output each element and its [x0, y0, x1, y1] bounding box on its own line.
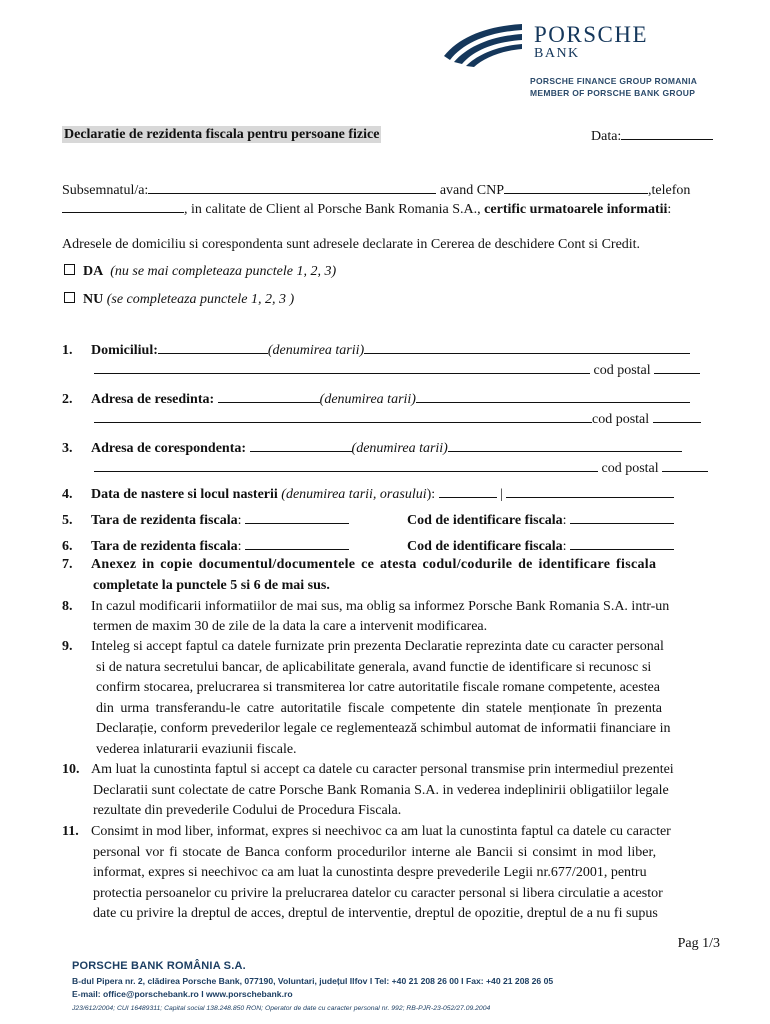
birth-date-blank[interactable] [439, 484, 497, 498]
name-blank[interactable] [148, 180, 436, 194]
item-10: 10. Am luat la cunostinta faptul si accept ca datele cu caracter personal transmise prin intermediul prezentei [62, 762, 674, 777]
item-11-line-2: personal vor fi stocate de Banca conform procedurilor interne ale Bancii si consimt in mod liber, [93, 845, 657, 860]
item-8: 8. In cazul modificarii informatiilor de mai sus, ma oblig sa informez Porsche Bank Romania S.A. intr-un [62, 599, 670, 614]
item-8-line-2: termen de maxim 30 de zile de la data la care a intervenit modificarea. [93, 619, 488, 634]
nu-checkbox[interactable] [64, 292, 75, 303]
item-5: 5. Tara de rezidenta fiscala: [62, 510, 349, 530]
addresses-note: Adresele de domiciliu si corespondenta sunt adresele declarate in Cererea de deschidere Cont si Credit. [62, 237, 641, 252]
tax-code-blank-1[interactable] [570, 510, 674, 524]
date-field[interactable] [591, 126, 713, 145]
brand-name: PORSCHE [534, 22, 649, 47]
birth-label: Data de nastere si locul nasterii [91, 487, 278, 502]
item-9-line-6: vederea inlaturarii evaziunii fiscale. [96, 742, 297, 757]
da-checkbox[interactable] [64, 264, 75, 275]
document-title: Declaratie de rezidenta fiscala pentru persoane fizice [64, 127, 380, 142]
tax-country-label-2: Tara de rezidenta fiscala [91, 539, 238, 554]
da-label: DA [83, 264, 104, 279]
residence-address-blank-2[interactable] [94, 409, 592, 423]
option-da[interactable] [64, 263, 336, 281]
tax-country-label-1: Tara de rezidenta fiscala [91, 513, 238, 528]
domicile-postal-blank[interactable] [654, 360, 700, 374]
da-note: (nu se mai completeaza punctele 1, 2, 3) [110, 264, 337, 279]
nu-label: NU [83, 292, 104, 307]
correspondence-country-blank[interactable] [250, 438, 352, 452]
group-line-2: MEMBER OF PORSCHE BANK GROUP [530, 88, 696, 98]
item-7: 7. Anexez in copie documentul/documentele ce atesta codul/codurile de identificare fiscala [62, 557, 657, 572]
item-6-code: Cod de identificare fiscala: [407, 536, 674, 556]
tax-code-label-2: Cod de identificare fiscala [407, 539, 563, 554]
domicile-address-blank[interactable] [364, 340, 690, 354]
correspondence-label: Adresa de corespondenta: [91, 441, 247, 456]
intro-line-1 [62, 180, 690, 200]
domicile-label: Domiciliul: [91, 343, 158, 358]
name-label: Subsemnatul/a: [62, 183, 149, 198]
tax-country-blank-2[interactable] [245, 536, 349, 550]
item-10-line-3: rezultate din prevederile Codului de Procedura Fiscala. [93, 803, 402, 818]
nu-note: (se completeaza punctele 1, 2, 3 ) [106, 292, 295, 307]
cnp-blank[interactable] [504, 180, 648, 194]
date-label: Data: [591, 129, 622, 144]
item-11-line-3: informat, expres si neechivoc ca am luat la cunostinta despre prevederile Legii nr.677/2001, pentru [93, 865, 647, 880]
page-number: Pag 1/3 [677, 936, 720, 951]
tax-country-blank-1[interactable] [245, 510, 349, 524]
item-2: 2. Adresa de resedinta: (denumirea tarii) [62, 389, 690, 409]
item-10-line-2: Declaratii sunt colectate de catre Porsche Bank Romania S.A. in vederea indeplinirii obligatiilor legale [93, 783, 669, 798]
residence-postal-blank[interactable] [653, 409, 701, 423]
brand-subtitle: BANK [534, 46, 580, 61]
item-1-line-2: cod postal [94, 360, 700, 380]
footer-contact: E-mail: office@porschebank.ro I www.porschebank.ro [72, 989, 293, 999]
item-11-line-5: date cu privire la dreptul de acces, dreptul de interventie, dreptul de opozitie, dreptul de a nu fi supus [93, 906, 658, 921]
item-7-line-2: completate la punctele 5 si 6 de mai sus. [93, 578, 330, 593]
item-4: 4. Data de nastere si locul nasterii (denumirea tarii, orasului): | [62, 484, 674, 504]
intro-line-2 [62, 199, 671, 219]
item-9-line-3: confirm stocarea, prelucrarea si transmiterea lor catre autoritatile fiscale romane competente, acestea [96, 680, 660, 695]
group-line-1: PORSCHE FINANCE GROUP ROMANIA [530, 76, 698, 86]
certify-colon: : [667, 202, 672, 217]
item-9-line-2: si de natura secretului bancar, de aplicabilitate generala, avand functie de identificare si recunosc si [96, 660, 652, 675]
porsche-bank-logo-icon [440, 18, 525, 68]
domicile-address-blank-2[interactable] [94, 360, 590, 374]
item-9-line-4: din urma transferandu-le catre autoritatile fiscale competente din statele menționate în prezenta [96, 701, 662, 716]
correspondence-address-blank[interactable] [448, 438, 682, 452]
item-11-line-4: protectia persoanelor cu privire la prelucrarea datelor cu caracter personal si libera circulatie a acestor [93, 886, 663, 901]
certify-text: certific urmatoarele informatii [484, 202, 668, 217]
cnp-label: avand CNP [439, 183, 504, 198]
item-3: 3. Adresa de corespondenta: (denumirea tarii) [62, 438, 682, 458]
item-9: 9. Inteleg si accept faptul ca datele furnizate prin prezenta Declaratie reprezinta date cu caracter personal [62, 639, 664, 654]
residence-address-blank[interactable] [416, 389, 690, 403]
tax-code-blank-2[interactable] [570, 536, 674, 550]
phone-blank[interactable] [62, 199, 184, 213]
item-2-line-2: cod postal [94, 409, 701, 429]
item-1: 1. Domiciliul: (denumirea tarii) [62, 340, 690, 360]
client-text: , in calitate de Client al Porsche Bank Romania S.A., [184, 202, 485, 217]
correspondence-postal-blank[interactable] [662, 458, 708, 472]
item-9-line-5: Declarație, conform prevederilor legale ce reglementează schimbul automat de informatii financiare in [96, 721, 671, 736]
phone-label: ,telefon [648, 183, 691, 198]
residence-country-blank[interactable] [218, 389, 320, 403]
footer-legal: J23/612/2004; CUI 16489311; Capital social 138.248.850 RON; Operator de date cu caracter personal nr. 992; RB-PJR-23-052/27.09.2004 [72, 1005, 491, 1012]
tax-code-label-1: Cod de identificare fiscala [407, 513, 563, 528]
footer-company: PORSCHE BANK ROMÂNIA S.A. [72, 960, 246, 972]
item-11: 11. Consimt in mod liber, informat, expres si neechivoc ca am luat la cunostinta faptul ca datele cu caracter [62, 824, 671, 839]
item-6: 6. Tara de rezidenta fiscala: [62, 536, 349, 556]
date-blank[interactable] [621, 126, 713, 140]
item-5-code: Cod de identificare fiscala: [407, 510, 674, 530]
birth-place-blank[interactable] [506, 484, 674, 498]
footer-address: B-dul Pipera nr. 2, clădirea Porsche Bank, 077190, Voluntari, județul Ilfov I Tel: +40 21 208 26 00 I Fax: +40 21 208 26 05 [72, 976, 554, 986]
residence-label: Adresa de resedinta: [91, 392, 215, 407]
domicile-country-blank[interactable] [158, 340, 268, 354]
item-3-line-2: cod postal [94, 458, 708, 478]
option-nu[interactable] [64, 291, 294, 309]
correspondence-address-blank-2[interactable] [94, 458, 598, 472]
